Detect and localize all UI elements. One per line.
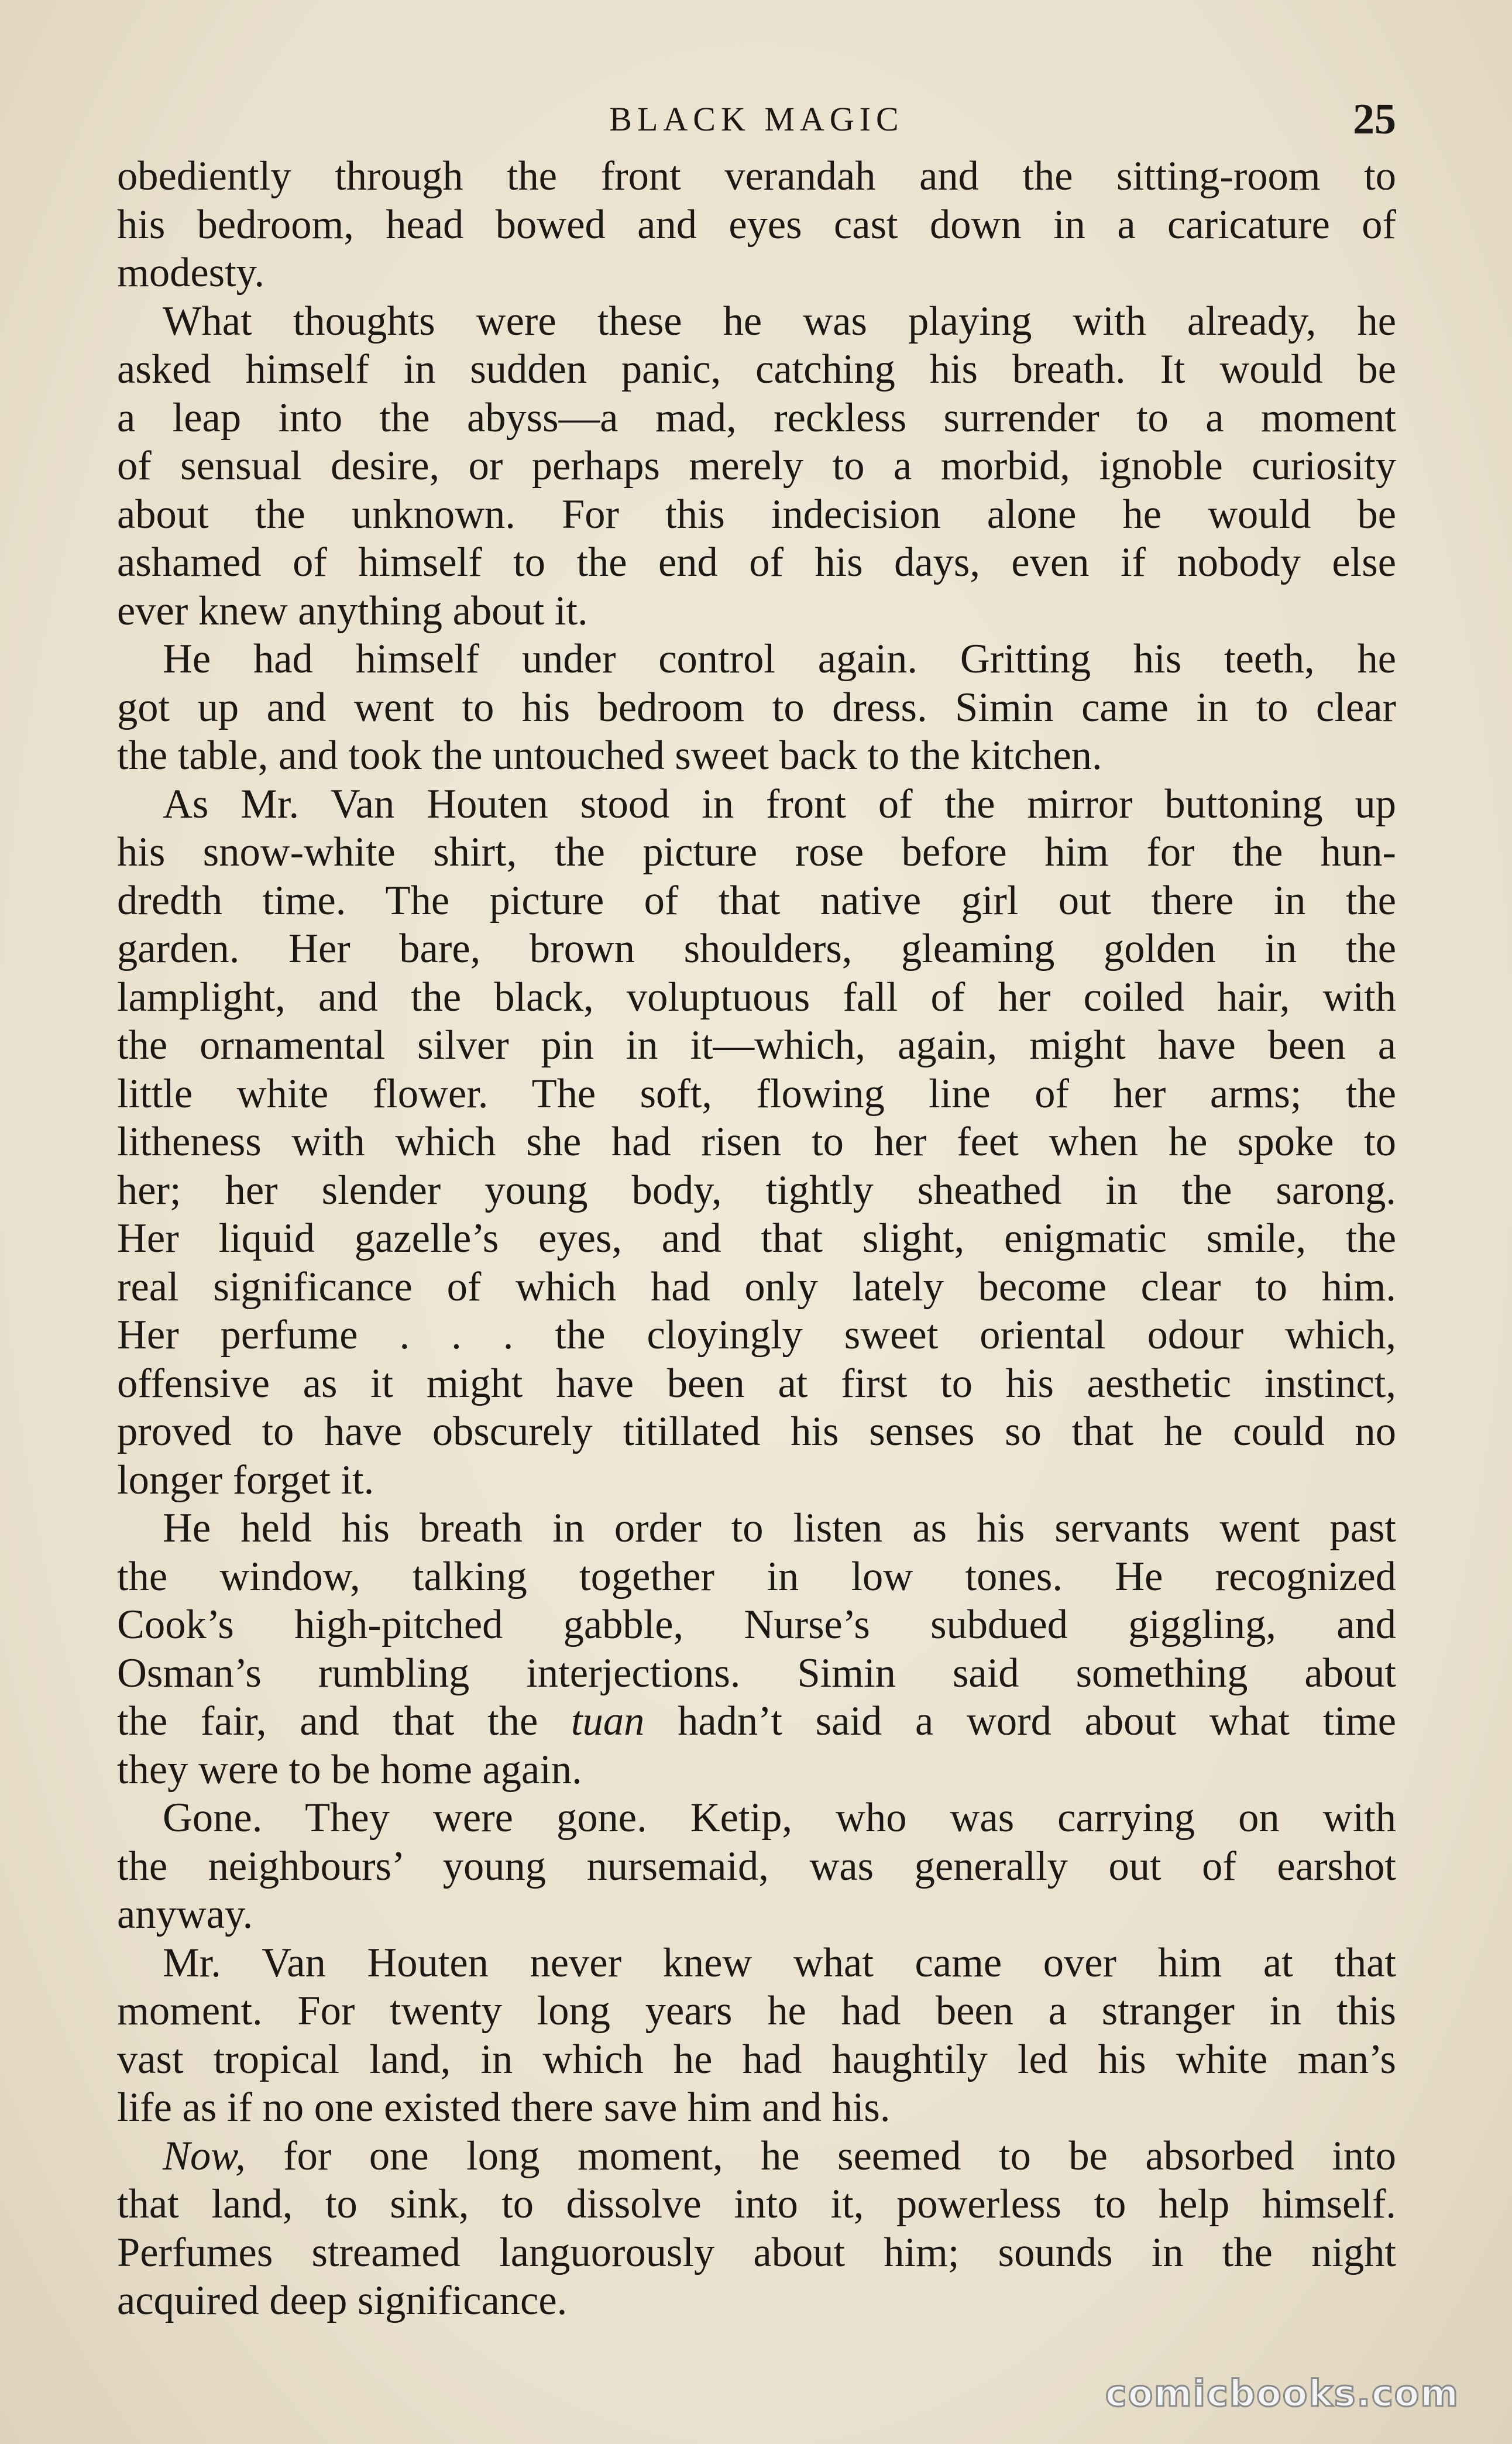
text-line: What thoughts were these he was playing with already, he	[163, 298, 1396, 344]
text-line: the window, talking together in low tones. He recognized	[117, 1553, 1396, 1599]
text-line: Gone. They were gone. Ketip, who was carrying on with	[163, 1795, 1396, 1841]
text-line: anyway.	[117, 1892, 253, 1937]
text-line: Mr. Van Houten never knew what came over him at that	[163, 1940, 1396, 1986]
text-line: little white flower. The soft, flowing line of her arms; the	[117, 1070, 1396, 1117]
text-line: the table, and took the untouched sweet back to the kitchen.	[117, 733, 1102, 778]
text-line: Now, for one long moment, he seemed to be absorbed into	[163, 2133, 1396, 2179]
text-line: Her liquid gazelle’s eyes, and that slight, enigmatic smile, the	[117, 1216, 1396, 1261]
text-line: Her perfume . . . the cloyingly sweet oriental odour which,	[117, 1312, 1396, 1358]
text-line: moment. For twenty long years he had been a stranger in this	[117, 1988, 1396, 2034]
paragraph	[117, 1504, 1396, 1794]
page-number: 25	[1353, 95, 1396, 143]
text-line: ever knew anything about it.	[117, 588, 588, 634]
text-line: asked himself in sudden panic, catching his breath. It would be	[117, 346, 1396, 392]
paragraph	[117, 1794, 1396, 1939]
running-title: BLACK MAGIC	[609, 100, 904, 138]
text-line: the neighbours’ young nursemaid, was generally out of earshot	[117, 1843, 1396, 1889]
text-line: He had himself under control again. Gritting his teeth, he	[163, 636, 1396, 682]
paragraph	[117, 2132, 1396, 2325]
text-line: vast tropical land, in which he had haughtily led his white man’s	[117, 2036, 1396, 2082]
text-line: the fair, and that the tuan hadn’t said a word about what time	[117, 1698, 1396, 1744]
text-line: obediently through the front verandah and the sitting-room to	[117, 153, 1396, 199]
text-line: about the unknown. For this indecision alone he would be	[117, 491, 1396, 537]
text-line: Perfumes streamed languorously about him; sounds in the night	[117, 2229, 1396, 2275]
page-header	[117, 95, 1396, 146]
paragraph	[117, 780, 1396, 1505]
paragraph	[117, 152, 1396, 297]
text-line: modesty.	[117, 250, 264, 296]
text-line: Osman’s rumbling interjections. Simin said something about	[117, 1650, 1396, 1696]
watermark: comicbooks.com	[1105, 2372, 1459, 2415]
paragraph	[117, 1939, 1396, 2132]
text-line: got up and went to his bedroom to dress. Simin came in to clear	[117, 684, 1396, 730]
text-line: acquired deep significance.	[117, 2278, 568, 2323]
text-line: litheness with which she had risen to her feet when he spoke to	[117, 1119, 1396, 1165]
text-line: life as if no one existed there save him and his.	[117, 2085, 891, 2130]
text-line: longer forget it.	[117, 1457, 374, 1503]
text-line: they were to be home again.	[117, 1746, 582, 1793]
text-line: the ornamental silver pin in it—which, again, might have been a	[117, 1022, 1396, 1068]
text-line: real significance of which had only lately become clear to him.	[117, 1264, 1396, 1310]
text-line: ashamed of himself to the end of his days, even if nobody else	[117, 540, 1396, 585]
paragraph	[117, 297, 1396, 636]
text-line: garden. Her bare, brown shoulders, gleaming golden in the	[117, 926, 1396, 972]
paragraph	[117, 635, 1396, 780]
body-text	[117, 152, 1396, 2325]
text-line: his bedroom, head bowed and eyes cast down in a caricature of	[117, 201, 1396, 248]
text-line: proved to have obscurely titillated his senses so that he could no	[117, 1409, 1396, 1454]
text-line: As Mr. Van Houten stood in front of the mirror buttoning up	[163, 781, 1396, 827]
text-line: her; her slender young body, tightly sheathed in the sarong.	[117, 1167, 1396, 1213]
text-line: his snow-white shirt, the picture rose before him for the hun-	[117, 829, 1396, 875]
text-line: of sensual desire, or perhaps merely to a morbid, ignoble curiosity	[117, 443, 1396, 489]
text-line: He held his breath in order to listen as his servants went past	[163, 1505, 1396, 1551]
text-line: a leap into the abyss—a mad, reckless surrender to a moment	[117, 394, 1396, 441]
text-line: offensive as it might have been at first to his aesthetic instinct,	[117, 1360, 1396, 1406]
text-line: lamplight, and the black, voluptuous fall of her coiled hair, with	[117, 974, 1396, 1020]
text-line: dredth time. The picture of that native girl out there in the	[117, 877, 1396, 924]
text-line: that land, to sink, to dissolve into it, powerless to help himself.	[117, 2181, 1396, 2227]
text-line: Cook’s high-pitched gabble, Nurse’s subdued giggling, and	[117, 1602, 1396, 1647]
